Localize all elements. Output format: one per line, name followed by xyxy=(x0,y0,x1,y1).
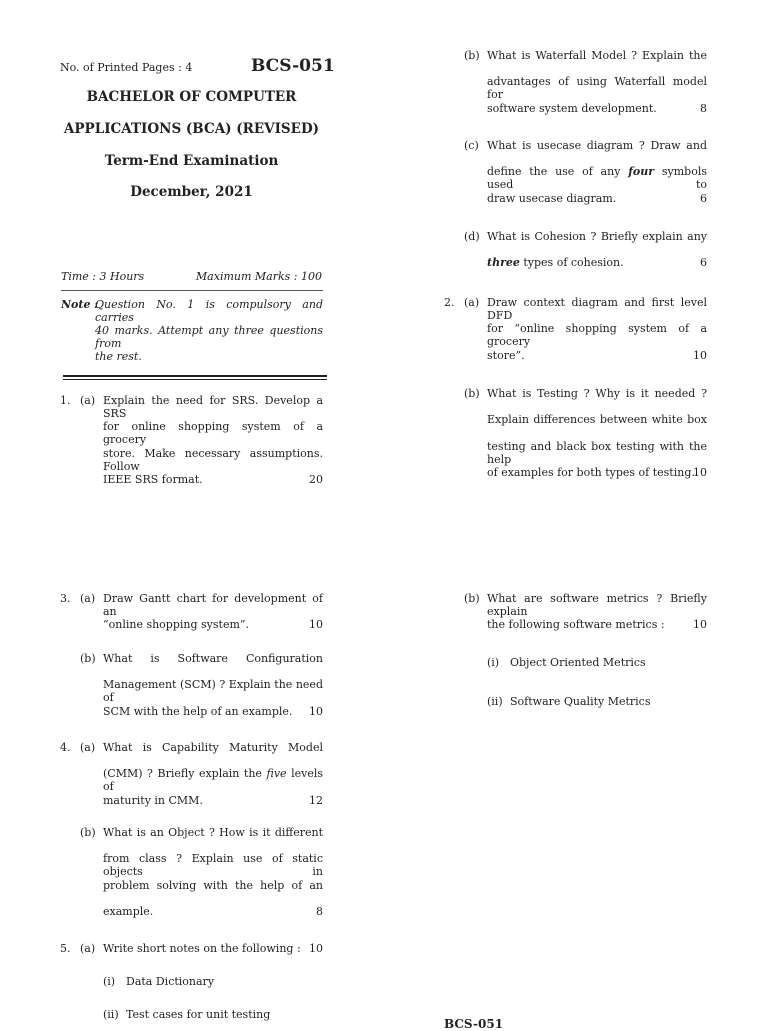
q5-i-text: Data Dictionary xyxy=(126,975,215,988)
q1-number: 1. xyxy=(60,394,71,407)
q2a-text: Draw context diagram and first level DFD for “online shopping system of a grocery store”. 10 xyxy=(487,296,707,362)
q2b-marks: 10 xyxy=(693,465,707,479)
q1d-label: (d) xyxy=(464,230,480,243)
exam-title: Term-End Examination xyxy=(104,153,279,169)
q4b-label: (b) xyxy=(80,826,96,839)
exam-date: December, 2021 xyxy=(130,184,253,200)
title-line-1: BACHELOR OF COMPUTER xyxy=(86,89,297,105)
q1b-label: (b) xyxy=(464,49,480,62)
max-marks: Maximum Marks : 100 xyxy=(195,270,322,283)
q4a-label: (a) xyxy=(80,741,96,754)
q2-number: 2. xyxy=(444,296,455,309)
q5a-text: Write short notes on the following : 10 xyxy=(103,942,323,955)
q1a-text: Explain the need for SRS. Develop a SRS for online shopping system of a grocery store. Make necessary assumptions. Follow IEEE SRS format. 20 xyxy=(103,394,323,486)
note-line-1: Question No. 1 is compulsory and carries xyxy=(95,298,323,324)
divider-double xyxy=(63,375,327,380)
q4a-marks: 12 xyxy=(309,793,323,807)
note-label: Note : xyxy=(61,298,99,311)
q3a-marks: 10 xyxy=(309,618,323,632)
q1c-label: (c) xyxy=(464,139,479,152)
q1c-text: What is usecase diagram ? Draw and define the use of any four symbols used to draw usecase diagram. 6 xyxy=(487,139,707,205)
q4a-text: What is Capability Maturity Model (CMM) ? Briefly explain the five levels of maturity in CMM. 12 xyxy=(103,741,323,807)
q4b-text: What is an Object ? How is it different from class ? Explain use of static objects in problem solving with the help of an example. 8 xyxy=(103,826,323,918)
q3a-label: (a) xyxy=(80,592,96,605)
q5a-marks: 10 xyxy=(309,942,323,955)
q4c-i-text: Object Oriented Metrics xyxy=(510,656,646,669)
time-label: Time : 3 Hours xyxy=(61,270,145,283)
q1c-marks: 6 xyxy=(700,191,707,205)
q2a-label: (a) xyxy=(464,296,480,309)
footer-code: BCS-051 xyxy=(444,1017,504,1031)
q1a-marks: 20 xyxy=(309,472,323,486)
q3a-text: Draw Gantt chart for development of an “online shopping system”. 10 xyxy=(103,592,323,632)
divider-thin xyxy=(61,290,323,291)
q3-number: 3. xyxy=(60,592,71,605)
q1b-text: What is Waterfall Model ? Explain the advantages of using Waterfall model for software system development. 8 xyxy=(487,49,707,115)
q5a-label: (a) xyxy=(80,942,96,955)
q1d-marks: 6 xyxy=(700,256,707,270)
q4c-ii-label: (ii) xyxy=(487,695,503,708)
q5-ii-label: (ii) xyxy=(103,1008,119,1021)
q2a-marks: 10 xyxy=(693,348,707,362)
q4c-marks: 10 xyxy=(693,618,707,632)
q5-number: 5. xyxy=(60,942,71,955)
q4-number: 4. xyxy=(60,741,71,754)
q4c-text: What are software metrics ? Briefly explain the following software metrics : 10 xyxy=(487,592,707,632)
q5-ii-text: Test cases for unit testing xyxy=(126,1008,271,1021)
q3b-marks: 10 xyxy=(309,704,323,718)
q3b-label: (b) xyxy=(80,652,96,665)
printed-pages: No. of Printed Pages : 4 xyxy=(60,61,193,74)
q1b-marks: 8 xyxy=(700,101,707,115)
note-line-2: 40 marks. Attempt any three questions from xyxy=(95,324,323,350)
q2b-label: (b) xyxy=(464,387,480,400)
q4b-marks: 8 xyxy=(316,904,323,918)
q4c-label: (b) xyxy=(464,592,480,605)
q3b-text: What is Software Configuration Management (SCM) ? Explain the need of SCM with the help of an example. 10 xyxy=(103,652,323,718)
q2b-text: What is Testing ? Why is it needed ? Explain differences between white box testing and black box testing with the help of examples for both types of testing. 10 xyxy=(487,387,707,479)
q1a-label: (a) xyxy=(80,394,96,407)
q4c-i-label: (i) xyxy=(487,656,500,669)
note-line-3: the rest. xyxy=(95,350,142,363)
paper-code: BCS-051 xyxy=(251,56,335,76)
q1d-text: What is Cohesion ? Briefly explain any three types of cohesion. 6 xyxy=(487,230,707,270)
q4c-ii-text: Software Quality Metrics xyxy=(510,695,651,708)
title-line-2: APPLICATIONS (BCA) (REVISED) xyxy=(63,121,320,137)
q5-i-label: (i) xyxy=(103,975,116,988)
